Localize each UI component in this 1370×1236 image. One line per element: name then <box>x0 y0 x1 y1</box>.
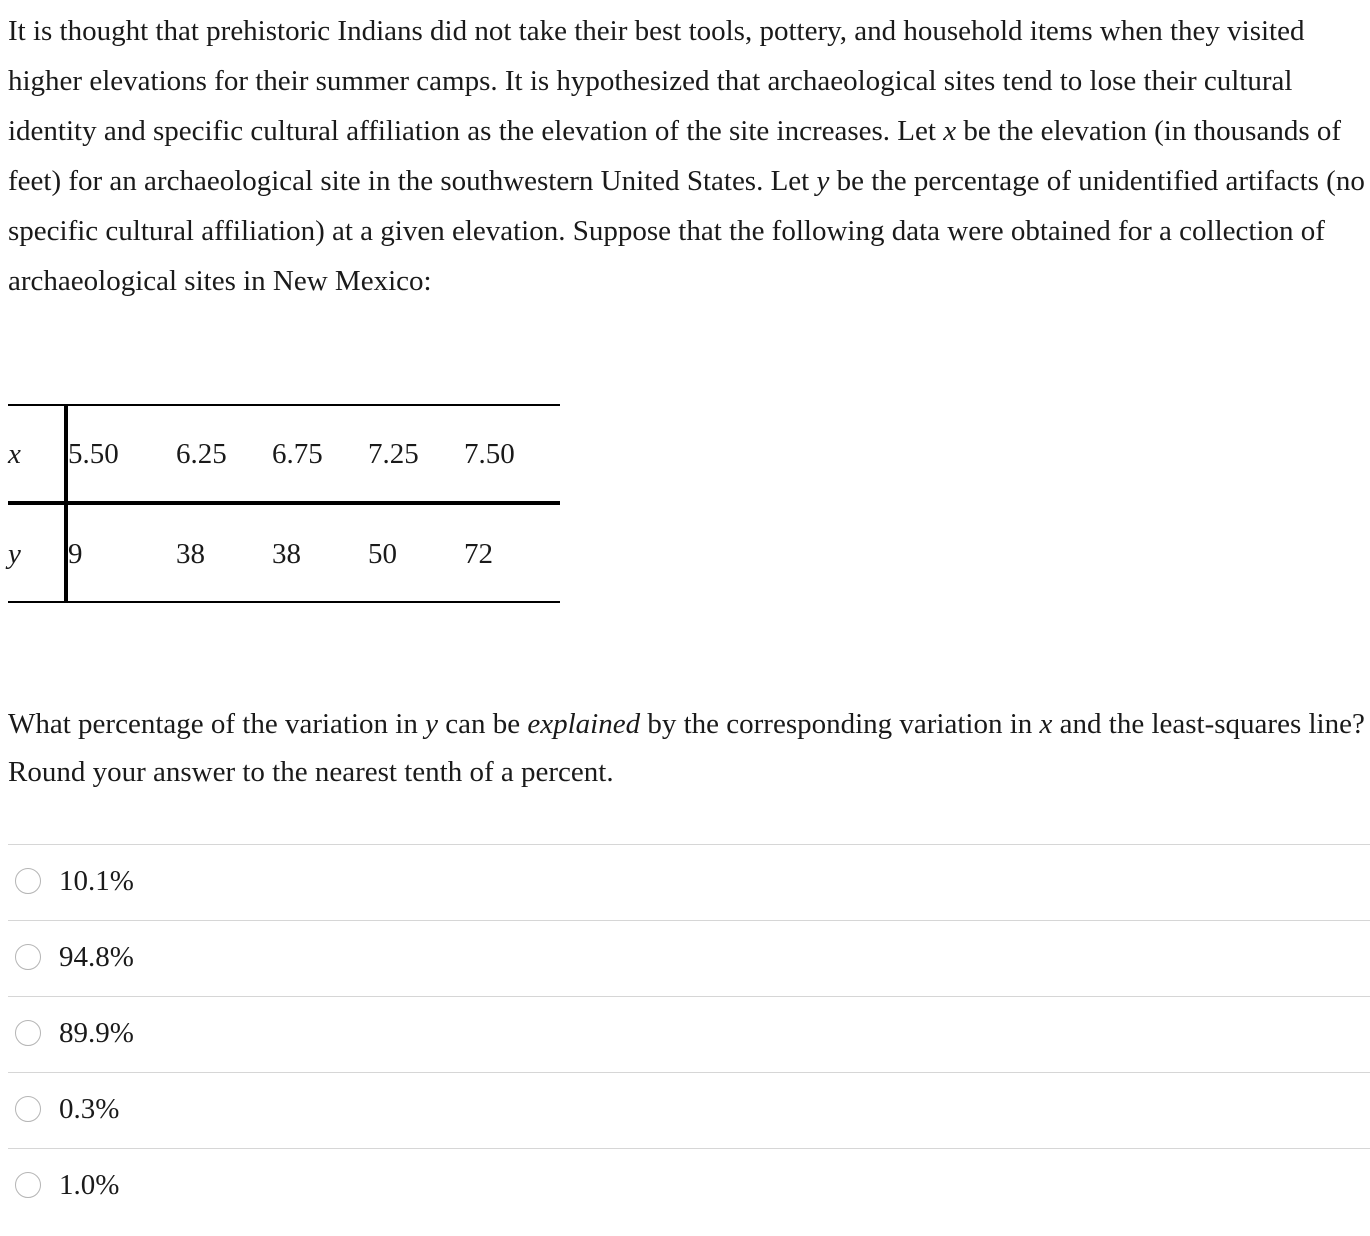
table-cell: 38 <box>176 538 205 570</box>
radio-button[interactable] <box>15 1020 41 1046</box>
table-cell: 6.25 <box>176 438 227 470</box>
row-header-y: y <box>8 538 21 570</box>
answer-option[interactable] <box>8 996 1370 1072</box>
table-cell: 7.25 <box>368 438 419 470</box>
table-cell: 6.75 <box>272 438 323 470</box>
radio-button[interactable] <box>15 1096 41 1122</box>
table-top-rule <box>8 404 560 406</box>
intro-text-1: It is thought that prehistoric Indians did not take their best tools, pottery, and household items when they visited higher elevations for their summer camps. It is hypothesized that archaeological sites tend to lose their cultural identity and specific cultural affiliation as the elevation of the site increases. Let <box>8 15 1305 147</box>
table-cell: 72 <box>464 538 493 570</box>
table-header-divider <box>64 404 68 603</box>
answer-option-label: 89.9% <box>59 1017 134 1049</box>
answer-option[interactable] <box>8 1148 1370 1224</box>
answer-option[interactable] <box>8 920 1370 996</box>
radio-button[interactable] <box>15 1172 41 1198</box>
row-header-x: x <box>8 438 21 470</box>
answer-option[interactable] <box>8 844 1370 920</box>
answer-option-label: 10.1% <box>59 865 134 897</box>
intro-var-y: y <box>816 165 830 197</box>
answer-option-label: 94.8% <box>59 941 134 973</box>
question-var-y: y <box>425 708 438 740</box>
intro-text-3: be the percentage of unidentified artifacts (no specific cultural affiliation) at a given elevation. Suppose that the following data were obtained for a collection of archaeological sites in New Mexico: <box>8 165 1365 297</box>
answer-option-label: 0.3% <box>59 1093 120 1125</box>
radio-button[interactable] <box>15 868 41 894</box>
intro-var-x: x <box>943 115 957 147</box>
answer-option-label: 1.0% <box>59 1169 120 1201</box>
table-cell: 38 <box>272 538 301 570</box>
question-text <box>8 700 1368 796</box>
table-bottom-rule <box>8 601 560 603</box>
table-cell: 50 <box>368 538 397 570</box>
question-text-4: and the least-squares line? Round your answer to the nearest tenth of a percent. <box>8 708 1365 788</box>
data-table <box>8 404 560 604</box>
question-text-2: can be <box>437 708 528 740</box>
table-cell: 9 <box>68 538 83 570</box>
question-emphasis: explained <box>527 708 641 740</box>
answer-options <box>8 844 1370 1224</box>
table-middle-rule <box>8 501 560 505</box>
question-text-1: What percentage of the variation in <box>8 708 426 740</box>
intro-text-2: be the elevation (in thousands of feet) for an archaeological site in the southwestern United States. Let <box>8 115 1342 197</box>
question-var-x: x <box>1039 708 1053 740</box>
table-cell: 5.50 <box>68 438 119 470</box>
question-text-3: by the corresponding variation in <box>640 708 1040 740</box>
answer-option[interactable] <box>8 1072 1370 1148</box>
table-cell: 7.50 <box>464 438 515 470</box>
problem-statement <box>8 6 1368 306</box>
radio-button[interactable] <box>15 944 41 970</box>
